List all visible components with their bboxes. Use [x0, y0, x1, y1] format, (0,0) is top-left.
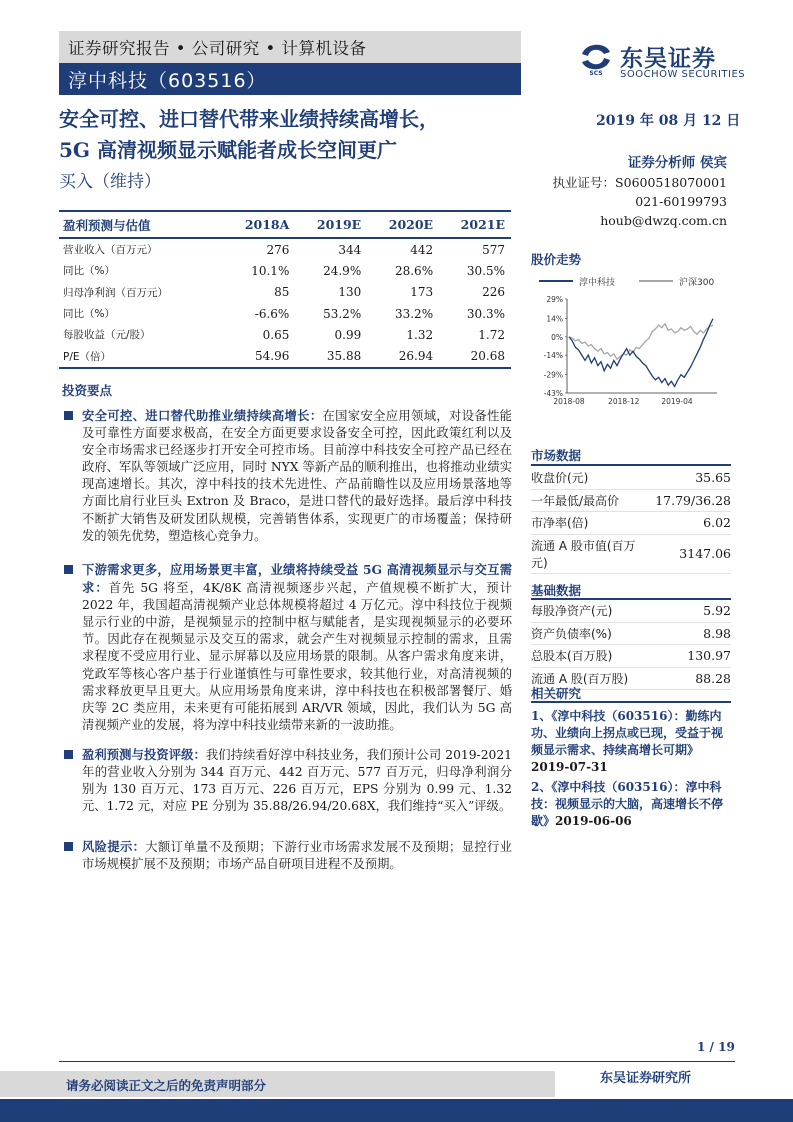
table-cell: 1.32 — [406, 327, 434, 342]
list-item — [531, 512, 731, 535]
forecast-header: 2018A — [223, 211, 295, 238]
bullet-square-icon — [64, 750, 73, 759]
list-item — [531, 600, 731, 623]
table-cell: 26.94 — [367, 345, 439, 367]
forecast-header: 2020E — [367, 211, 439, 238]
legend-label-stock: 淳中科技 — [579, 278, 616, 288]
stock-chart — [531, 269, 731, 409]
table-cell: 130 — [338, 285, 362, 300]
list-item — [531, 645, 731, 668]
key-point-lead: 风险提示： — [82, 839, 146, 854]
x-tick-label: 2018-08 — [553, 397, 585, 406]
key-point-text: 大额订单量不及预期；下游行业市场需求发展不及预期；显控行业市场规模扩展不及预期；市场产品自研项目进程不及预期。 — [82, 840, 512, 872]
analyst-phone: 021-60199793 — [635, 194, 727, 209]
research-item[interactable] — [531, 779, 731, 830]
y-tick-label: 0% — [551, 332, 563, 342]
analyst-info — [535, 154, 727, 230]
basic-data-list — [531, 600, 731, 690]
basic-key: 每股净资产(元) — [531, 604, 613, 619]
table-cell: 344 — [338, 242, 362, 257]
related-research-list — [531, 708, 731, 833]
y-tick-label: -14% — [543, 351, 563, 361]
legend-label-index: 沪深300 — [679, 278, 715, 288]
rating: 买入（维持） — [59, 172, 161, 192]
report-title — [59, 104, 539, 166]
forecast-header: 盈利预测与估值 — [59, 211, 223, 238]
soochow-logo-icon — [578, 40, 614, 76]
report-date: 2019 年 08 月 12 日 — [596, 113, 741, 129]
table-cell: 0.65 — [262, 327, 290, 342]
table-cell: 33.2% — [394, 306, 434, 321]
company-name: 淳中科技（603516） — [68, 70, 267, 92]
stock-chart-title: 股价走势 — [531, 252, 582, 267]
list-item — [531, 623, 731, 646]
table-cell: 276 — [266, 242, 290, 257]
table-cell: 28.6% — [394, 263, 434, 278]
market-data-title: 市场数据 — [531, 448, 582, 463]
basic-value: 5.92 — [703, 603, 731, 619]
logo-mark-text: SCS — [589, 70, 603, 76]
page-number: 1 / 19 — [697, 1040, 735, 1054]
related-research-rule — [531, 701, 731, 703]
table-cell: 54.96 — [223, 345, 295, 367]
key-point-2 — [66, 561, 512, 734]
chart-series — [569, 319, 713, 387]
basic-key: 流通 A 股(百万股) — [531, 671, 629, 686]
report-title-line1: 安全可控、进口替代带来业绩持续高增长， — [59, 107, 439, 131]
key-point-4 — [66, 838, 512, 873]
series-line-index — [569, 324, 713, 359]
list-item — [531, 467, 731, 490]
list-item — [531, 535, 731, 574]
table-cell: 53.2% — [323, 306, 362, 321]
bullet-square-icon — [64, 842, 73, 851]
x-tick-label: 2018-12 — [608, 397, 640, 406]
research-item[interactable] — [531, 708, 731, 776]
market-value: 17.79/36.28 — [655, 492, 731, 508]
key-point-lead: 盈利预测与投资评级： — [82, 747, 206, 762]
logo-brand-cn: 东吴证券 — [620, 46, 716, 72]
row-label: P/E（倍） — [59, 345, 223, 367]
bullet-square-icon — [64, 565, 73, 574]
key-point-1 — [66, 407, 512, 545]
basic-value: 88.28 — [695, 670, 731, 686]
table-cell: 85 — [274, 285, 290, 300]
market-value: 6.02 — [703, 515, 731, 531]
row-label: 归母净利润（百万元） — [63, 286, 168, 299]
bullet-square-icon — [64, 411, 73, 420]
research-date: 2019-07-31 — [531, 760, 608, 774]
key-point-text: 首先 5G 将至，4K/8K 高清视频逐步兴起，产值规模不断扩大，预计 2022 年，我国超高清视频产业总体规模将超过 4 万亿元。淳中科技位于视频显示行业的中游，是视频显示的控制中枢与赋能者，是实现视频显示的必要环节。因此存在视频显示及交互的需求，就会产生对视频显示控制的需求，且需求程度不受应用行业、显示屏幕以及应用场景的限制。从客户需求角度来讲，党政军等核心客户基于行业谨慎性与可靠性要求，较其他行业，对高清视频的需求释放更早且更大。从应用场景角度来讲，淳中科技也在积极部署餐厅、婚庆等 2C 类应用，未来更有可能拓展到 AR/VR 领域，因此，我们认为 5G 高清视频产业的发展，将为淳中科技业绩带来新的一波助推。 — [82, 581, 512, 732]
key-point-lead: 下游需求更多，应用场景更丰富，业绩将持续受益 5G 高清视频显示与交互需求： — [82, 562, 512, 596]
basic-value: 130.97 — [687, 648, 731, 664]
table-row — [59, 303, 511, 324]
table-row — [59, 345, 511, 367]
footer-rule — [59, 1061, 735, 1062]
table-cell: 173 — [410, 285, 434, 300]
table-row — [59, 260, 511, 281]
basic-data-title: 基础数据 — [531, 583, 582, 598]
basic-key: 资产负债率(%) — [531, 626, 612, 641]
analyst-name: 证券分析师 侯宾 — [627, 155, 727, 171]
row-label: 每股收益（元/股） — [63, 329, 151, 342]
basic-key: 总股本(百万股) — [531, 649, 613, 664]
table-cell: 30.3% — [466, 306, 505, 321]
market-key: 一年最低/最高价 — [531, 493, 620, 508]
research-title[interactable]: 2、《淳中科技（603516）：淳中科技：视频显示的大脑，高速增长不停歇》 — [531, 780, 724, 828]
table-cell: 442 — [410, 242, 434, 257]
table-cell: 35.88 — [295, 345, 367, 367]
table-cell: 30.5% — [466, 263, 505, 278]
footer-disclaimer: 请务必阅读正文之后的免责声明部分 — [66, 1078, 267, 1093]
y-tick-label: 14% — [546, 314, 563, 324]
y-tick-label: -29% — [543, 370, 563, 380]
market-value: 3147.06 — [679, 546, 731, 561]
key-point-3 — [66, 746, 512, 815]
market-key: 收盘价(元) — [531, 471, 589, 486]
report-title-line2: 5G 高清视频显示赋能者成长空间更广 — [59, 138, 397, 162]
y-tick-label: 29% — [546, 295, 563, 304]
chart-x-ticks — [553, 397, 693, 406]
logo-brand-en: SOOCHOW SECURITIES — [620, 69, 746, 80]
analyst-email[interactable]: houb@dwzq.com.cn — [600, 213, 727, 228]
table-cell: 577 — [482, 242, 505, 257]
forecast-header-row — [59, 211, 511, 238]
market-data-list — [531, 467, 731, 574]
analyst-license: 执业证号：S0600518070001 — [552, 175, 727, 190]
market-key: 市净率(倍) — [531, 516, 589, 531]
table-cell: 10.1% — [251, 263, 290, 278]
chart-y-ticks — [544, 295, 567, 398]
table-row — [59, 282, 511, 303]
forecast-header: 2021E — [439, 211, 511, 238]
row-label: 同比（%） — [63, 308, 115, 321]
table-cell: 24.9% — [323, 263, 362, 278]
footer-band — [0, 1099, 793, 1122]
forecast-header: 2019E — [295, 211, 367, 238]
key-point-lead: 安全可控、进口替代助推业绩持续高增长： — [82, 408, 323, 423]
related-research-title: 相关研究 — [531, 686, 582, 701]
row-label: 营业收入（百万元） — [63, 244, 158, 257]
key-point-text: 在国家安全应用领域，对设备性能及可靠性方面要求极高，在安全方面更要求设备安全可控，因此政策红利以及安全市场需求已经逐步打开安全可控市场。目前淳中科技安全可控产品已经在政府、军队等领域广泛应用，同时 NYX 等新产品的顺利推出，也将推动业绩实现高速增长。其次，淳中科技的技术先进性、产品前瞻性以及应用场景落地等方面比肩行业巨头 Extron 及 Braco，是进口替代的最好选择。最后淳中科技不断扩大销售及研发团队规模，完善销售体系，实现更广的市场覆盖；保持研发的领先优势，塑造核心竞争力。 — [82, 409, 512, 543]
key-point-text: 我们持续看好淳中科技业务，我们预计公司 2019-2021 年的营业收入分别为 344 百万元、442 百万元、577 百万元，归母净利润分别为 130 百万元、173 百万元、226 百万元，EPS 分别为 0.99 元、1.32 元、1.72 元，对应 PE 分别为 35.88/26.94/20.68X，我们维持“买入”评级。 — [82, 748, 512, 814]
forecast-table — [59, 210, 511, 369]
list-item — [531, 490, 731, 513]
research-title[interactable]: 1、《淳中科技（603516）：勤练内功、业绩向上拐点或已现，受益于视频显示需求、持续高增长可期》 — [531, 709, 724, 757]
row-label: 同比（%） — [63, 265, 115, 278]
market-value: 35.65 — [695, 470, 731, 486]
table-cell: 1.72 — [478, 327, 505, 342]
chart-legend — [539, 276, 714, 288]
research-date: 2019-06-06 — [555, 814, 632, 828]
report-category: 证券研究报告 • 公司研究 • 计算机设备 — [68, 39, 367, 58]
market-data-rule — [531, 464, 731, 466]
table-cell: 0.99 — [334, 327, 362, 342]
table-row — [59, 324, 511, 345]
table-row — [59, 238, 511, 260]
basic-value: 8.98 — [703, 625, 731, 641]
market-key: 流通 A 股市值(百万元) — [531, 538, 636, 570]
key-points-title: 投资要点 — [62, 383, 113, 398]
x-tick-label: 2019-04 — [661, 397, 693, 406]
table-cell: 226 — [482, 285, 505, 300]
table-cell: 20.68 — [439, 345, 511, 367]
y-tick-label: -43% — [543, 389, 563, 398]
table-cell: -6.6% — [254, 306, 290, 321]
footer-brand: 东吴证券研究所 — [600, 1071, 692, 1086]
